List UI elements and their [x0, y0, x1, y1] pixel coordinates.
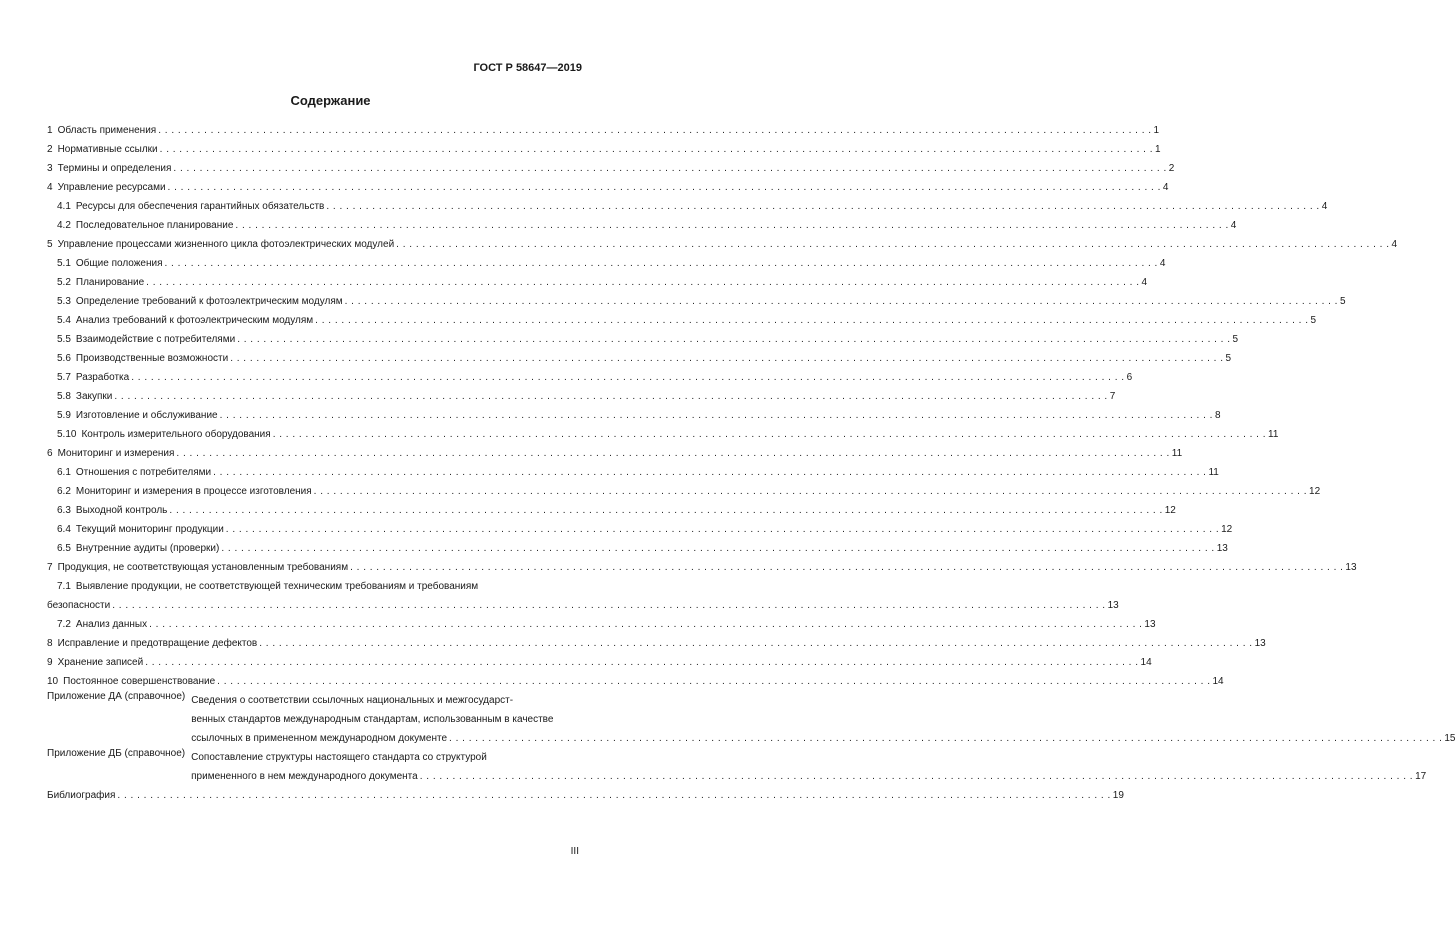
toc-entry-page: 11	[1171, 448, 1183, 459]
toc-entry-number: 5.8	[57, 391, 71, 402]
dot-leader	[165, 254, 1158, 273]
dot-leader	[221, 539, 1214, 558]
toc-entry-title: Хранение записей	[57, 657, 144, 668]
dot-leader	[449, 729, 1442, 748]
dot-leader	[326, 197, 1319, 216]
toc-entry[interactable]	[47, 672, 1224, 691]
toc-entry-page: 4	[1230, 220, 1237, 231]
toc-entry-number: 5.6	[57, 353, 71, 364]
toc-entry-page: 11	[1268, 429, 1279, 440]
toc-entry[interactable]	[47, 273, 1148, 292]
toc-entry[interactable]	[47, 197, 1328, 216]
toc-entry-title: Мониторинг и измерения	[57, 448, 175, 459]
toc-entry-page: 4	[1159, 258, 1166, 269]
toc-entry-page: 12	[1309, 486, 1321, 497]
toc-entry[interactable]	[47, 482, 1321, 501]
toc-entry-number: 7.2	[57, 619, 71, 630]
dot-leader	[230, 349, 1223, 368]
toc-appendix-da[interactable]: Приложение ДА (справочное) Сведения о соответствии ссылочных национальных и межгосударст- венных стандартов международным стандартам, использованным в качестве ссылочных в примененном международном документе . . . 15	[47, 691, 581, 748]
toc-entry-page: 1	[1153, 125, 1160, 136]
toc-entry-title: Изготовление и обслуживание	[75, 410, 218, 421]
toc-entry-number: 8	[47, 638, 53, 649]
toc-entry-page: 12	[1221, 524, 1233, 535]
dot-leader	[345, 292, 1338, 311]
toc-entry-title: Взаимодействие с потребителями	[75, 334, 236, 345]
dot-leader	[220, 406, 1213, 425]
dot-leader	[117, 786, 1110, 805]
toc-entry-title: Область применения	[57, 125, 157, 136]
dot-leader	[235, 216, 1228, 235]
dot-leader	[168, 178, 1161, 197]
toc-entry-page: 13	[1254, 638, 1266, 649]
dot-leader	[226, 520, 1219, 539]
toc-entry-title: Управление ресурсами	[57, 182, 166, 193]
dot-leader	[145, 653, 1138, 672]
dot-leader	[217, 672, 1210, 691]
toc-entry-number: 4.2	[57, 220, 71, 231]
toc-entry-title: Отношения с потребителями	[75, 467, 212, 478]
toc-entry[interactable]	[47, 387, 1116, 406]
toc-entry[interactable]	[47, 349, 1232, 368]
toc-entry-number: 9	[47, 657, 53, 668]
toc-entry-7-1-line2[interactable]: безопасности . . . 13	[47, 596, 581, 615]
dot-leader	[158, 121, 1151, 140]
toc-entry-number: 5	[47, 239, 53, 250]
toc-entry[interactable]	[47, 520, 1233, 539]
dot-leader	[273, 425, 1266, 444]
toc-entry[interactable]	[47, 292, 1346, 311]
toc-entry-number: 5.2	[57, 277, 71, 288]
toc-entry-title: Термины и определения	[57, 163, 172, 174]
toc-entry[interactable]	[47, 539, 1228, 558]
toc-entry-page: 13	[1144, 619, 1156, 630]
toc-entry[interactable]	[47, 368, 1133, 387]
toc-entry[interactable]	[47, 653, 1152, 672]
toc-entry-number: 6.5	[57, 543, 71, 554]
toc-entry-title: Постоянное совершенствование	[63, 676, 216, 687]
toc-entry-number: 5.4	[57, 315, 71, 326]
toc-entry-page: 6	[1126, 372, 1133, 383]
toc-entry-number: 6	[47, 448, 53, 459]
toc-tail-entries	[47, 615, 1266, 691]
toc-entry-page: 13	[1216, 543, 1228, 554]
dot-leader	[396, 235, 1389, 254]
toc-entry[interactable]	[47, 178, 1169, 197]
dot-leader	[213, 463, 1206, 482]
toc-entry-title: Выходной контроль	[75, 505, 168, 516]
toc-entry[interactable]	[47, 235, 1398, 254]
toc-entry-title: Анализ данных	[75, 619, 148, 630]
dot-leader	[146, 273, 1139, 292]
toc-entry-page: 11	[1208, 467, 1219, 478]
toc-entry-number: 2	[47, 144, 53, 155]
toc-entry-page: 4	[1391, 239, 1398, 250]
toc-entry-number: 5.7	[57, 372, 71, 383]
dot-leader	[237, 330, 1230, 349]
toc-entry-number: 5.5	[57, 334, 71, 345]
toc-entry-page: 4	[1321, 201, 1328, 212]
toc-entry-title: Мониторинг и измерения в процессе изготовления	[75, 486, 312, 497]
toc-entry-page: 5	[1232, 334, 1239, 345]
dot-leader	[112, 596, 1105, 615]
toc-entry-title: Внутренние аудиты (проверки)	[75, 543, 220, 554]
dot-leader	[131, 368, 1124, 387]
toc-entry-number: 5.1	[57, 258, 71, 269]
toc-entry-number: 10	[47, 676, 59, 687]
toc-entry-page: 8	[1214, 410, 1221, 421]
toc-entry-title: Нормативные ссылки	[57, 144, 158, 155]
toc-entry-bibliography[interactable]: Библиография . . . 19	[47, 786, 581, 805]
toc-entry-title: Управление процессами жизненного цикла фотоэлектрических модулей	[57, 239, 395, 250]
toc-entry-number: 5.10	[57, 429, 77, 440]
toc-entry-page: 4	[1162, 182, 1169, 193]
toc-entry[interactable]	[47, 254, 1166, 273]
page-title: Содержание	[290, 93, 371, 108]
toc-entry-page: 5	[1339, 296, 1346, 307]
document-code: ГОСТ Р 58647—2019	[473, 62, 582, 74]
toc-entry[interactable]	[47, 634, 1266, 653]
toc-entry-page: 4	[1141, 277, 1148, 288]
toc-entry-title: Исправление и предотвращение дефектов	[57, 638, 258, 649]
toc-entry-title: Ресурсы для обеспечения гарантийных обязательств	[75, 201, 325, 212]
toc-entry-title: Разработка	[75, 372, 130, 383]
toc-entry-title: Общие положения	[75, 258, 163, 269]
toc-appendix-db[interactable]: Приложение ДБ (справочное) Сопоставление структуры настоящего стандарта со структурой примененного в нем международного документа . . . 17	[47, 748, 581, 786]
toc-entry[interactable]	[47, 330, 1239, 349]
toc-entry[interactable]	[47, 463, 1219, 482]
toc-entry-page: 14	[1140, 657, 1152, 668]
dot-leader	[314, 482, 1307, 501]
toc-entry-number: 7	[47, 562, 53, 573]
toc-entry-number: 6.4	[57, 524, 71, 535]
toc-entry-page: 7	[1109, 391, 1116, 402]
toc-entry[interactable]	[47, 140, 1161, 159]
toc-entry[interactable]	[47, 311, 1317, 330]
toc-entry-title: Определение требований к фотоэлектрическим модулям	[75, 296, 343, 307]
toc-entry-title: Планирование	[75, 277, 145, 288]
toc-entry-7-1-line1[interactable]: 7.1 Выявление продукции, не соответствующей техническим требованиям и требованиям	[57, 581, 479, 592]
table-of-contents	[47, 121, 1456, 805]
toc-entry[interactable]	[47, 406, 1221, 425]
toc-entry-title: Текущий мониторинг продукции	[75, 524, 224, 535]
toc-entry-page: 12	[1164, 505, 1176, 516]
toc-entry[interactable]	[47, 501, 1176, 520]
toc-entry[interactable]	[47, 444, 1183, 463]
toc-entry-number: 1	[47, 125, 53, 136]
toc-entry-page: 5	[1310, 315, 1317, 326]
toc-entry-number: 5.3	[57, 296, 71, 307]
toc-entry[interactable]	[47, 121, 1160, 140]
dot-leader	[420, 767, 1413, 786]
toc-entry-title: Производственные возможности	[75, 353, 229, 364]
toc-entry-title: Контроль измерительного оборудования	[81, 429, 271, 440]
toc-entry-page: 13	[1345, 562, 1357, 573]
dot-leader	[149, 615, 1142, 634]
dot-leader	[259, 634, 1252, 653]
toc-entry-title: Закупки	[75, 391, 113, 402]
dot-leader	[160, 140, 1153, 159]
page-number: III	[570, 846, 579, 857]
dot-leader	[169, 501, 1162, 520]
dot-leader	[350, 558, 1343, 577]
dot-leader	[114, 387, 1107, 406]
toc-entry-number: 5.9	[57, 410, 71, 421]
toc-entry[interactable]	[47, 425, 1279, 444]
toc-entry[interactable]	[47, 615, 1156, 634]
toc-entry-number: 6.2	[57, 486, 71, 497]
toc-entry-number: 3	[47, 163, 53, 174]
toc-entry[interactable]	[47, 159, 1175, 178]
toc-entry-number: 6.1	[57, 467, 71, 478]
dot-leader	[315, 311, 1308, 330]
toc-entry-page: 1	[1154, 144, 1161, 155]
toc-entry-number: 6.3	[57, 505, 71, 516]
dot-leader	[173, 159, 1166, 178]
toc-main-entries	[47, 121, 1398, 577]
toc-entry-page: 2	[1168, 163, 1175, 174]
toc-entry[interactable]	[47, 558, 1357, 577]
toc-entry-number: 4	[47, 182, 53, 193]
toc-entry-title: Продукция, не соответствующая установленным требованиям	[57, 562, 349, 573]
toc-entry-title: Последовательное планирование	[75, 220, 234, 231]
toc-entry[interactable]	[47, 216, 1237, 235]
toc-entry-page: 5	[1225, 353, 1232, 364]
toc-entry-page: 14	[1212, 676, 1224, 687]
toc-entry-title: Анализ требований к фотоэлектрическим модулям	[75, 315, 314, 326]
dot-leader	[176, 444, 1169, 463]
toc-entry-number: 4.1	[57, 201, 71, 212]
